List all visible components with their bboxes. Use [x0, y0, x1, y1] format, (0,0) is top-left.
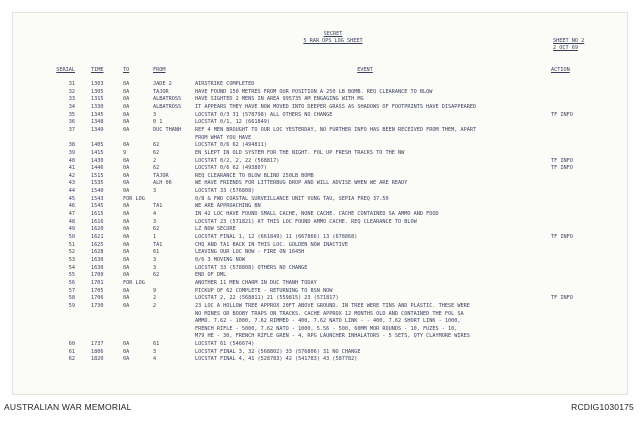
log-cell-from: TA1 [153, 241, 163, 248]
log-cell-to: 0A [123, 157, 130, 164]
log-cell-time: 1630 [91, 256, 104, 263]
column-header-row [13, 67, 629, 73]
log-row [13, 81, 629, 87]
log-cell-from: 62 [153, 165, 160, 172]
log-row [13, 119, 629, 125]
log-row [13, 104, 629, 110]
sheet-title: 5 RAR OPS LOG SHEET [303, 38, 363, 44]
log-cell-time: 1616 [91, 218, 104, 225]
log-cell-event: WE HAVE FRIENDS FOR LITTERBUG DROP AND WILL ADVISE WHEN WE ARE READY [195, 180, 408, 187]
log-row [13, 112, 629, 118]
log-row [13, 326, 629, 332]
column-header-serial: SERIAL [56, 67, 75, 73]
log-cell-serial: 34 [68, 103, 75, 110]
log-cell-event: LOCSTAT 0/2, 2, 22 (568817) [195, 157, 280, 164]
log-cell-event: HAVE SIGHTED 2 MENS IN AREA 995735 AM ENGAGING WITH MG [195, 96, 364, 103]
log-cell-event: FRENCH RIFLE - 5000, 7.62 NATO - 1000, 5.56 - 500, 60MM MOR ROUNDS - 10, FUZES - 10, [195, 325, 458, 332]
log-cell-to: 0A [123, 302, 130, 309]
log-row [13, 303, 629, 309]
log-cell-from: 0 1 [153, 119, 163, 126]
log-cell-event: LOCSTAT 33 (576808) [195, 188, 255, 195]
log-cell-time: 1540 [91, 188, 104, 195]
log-cell-event: FROM WHAT YOU HAVE [195, 134, 252, 141]
log-cell-serial: 43 [68, 180, 75, 187]
log-cell-serial: 55 [68, 272, 75, 279]
log-cell-to: 0A [123, 126, 130, 133]
log-cell-time: 1446 [91, 165, 104, 172]
log-cell-time: 1303 [91, 81, 104, 87]
log-cell-serial: 41 [68, 165, 75, 172]
log-row [13, 234, 629, 240]
log-cell-to: 0A [123, 295, 130, 302]
log-cell-from: 1 [153, 234, 157, 240]
log-row [13, 226, 629, 232]
log-cell-from: ALBATROSS [153, 103, 182, 110]
log-cell-from: 3 [153, 111, 157, 118]
log-cell-event: LOCSTAT 33 (578808) OTHERS NO CHANGE [195, 264, 308, 271]
log-cell-time: 1345 [91, 111, 104, 118]
log-cell-serial: 53 [68, 256, 75, 263]
log-cell-to: 0A [123, 88, 130, 95]
log-cell-to: 0A [123, 287, 130, 294]
log-cell-serial: 32 [68, 88, 75, 95]
log-cell-serial: 50 [68, 234, 75, 240]
log-row [13, 150, 629, 156]
log-cell-to: 0A [123, 203, 130, 210]
log-cell-to: 0A [123, 142, 130, 149]
log-cell-event: 0/6 3 MOVING NOW [195, 256, 245, 263]
log-cell-to: 0A [123, 180, 130, 187]
log-cell-from: 2 [153, 157, 157, 164]
log-row [13, 173, 629, 179]
log-cell-from: ALBATROSS [153, 96, 182, 103]
log-cell-serial: 31 [68, 81, 75, 87]
log-cell-event: IT APPEARS THEY HAVE NOW MOVED INTO DEEPER GRASS AS SHADOWS OF FOOTPRINTS HAVE DISAPPEARED [195, 103, 477, 110]
log-row [13, 295, 629, 301]
log-row [13, 333, 629, 339]
log-sheet [12, 12, 628, 395]
log-cell-from: 4 [153, 211, 157, 218]
log-cell-from: ALH 06 [153, 180, 172, 187]
log-row [13, 280, 629, 286]
log-row [13, 257, 629, 263]
log-cell-serial: 59 [68, 302, 75, 309]
log-cell-event: LOCSTAT FINAL 4, 41 (528783) 42 (541783) 43 (587782) [195, 356, 358, 363]
log-cell-time: 1806 [91, 348, 104, 355]
log-cell-from: TA1 [153, 203, 163, 210]
log-cell-from: 3 [153, 256, 157, 263]
column-header-action: ACTION [551, 67, 570, 73]
log-cell-serial: 44 [68, 188, 75, 195]
log-cell-event: LOCSTAT 0/6 62 (493807) [195, 165, 267, 172]
log-cell-to: 0A [123, 272, 130, 279]
log-cell-to: 9 [123, 149, 127, 156]
log-cell-time: 1630 [91, 264, 104, 271]
log-row [13, 318, 629, 324]
log-cell-time: 1701 [91, 279, 104, 286]
log-cell-event: IN 42 LOC HAVE FOUND SMALL CACHE, NONE CACHE. CACHE CONTAINED SA AMMO AND FOOD [195, 211, 439, 218]
log-row [13, 188, 629, 194]
log-cell-serial: 54 [68, 264, 75, 271]
log-cell-action: TF INFO [551, 165, 573, 172]
log-cell-from: 3 [153, 188, 157, 195]
log-cell-time: 1706 [91, 295, 104, 302]
log-row [13, 196, 629, 202]
log-cell-serial: 47 [68, 211, 75, 218]
log-cell-event: LOCSTAT 2, 22 (568811) 21 (559815) 23 (571817) [195, 295, 339, 302]
log-cell-serial: 35 [68, 111, 75, 118]
log-cell-time: 1535 [91, 180, 104, 187]
log-row [13, 158, 629, 164]
log-cell-time: 1305 [91, 88, 104, 95]
log-cell-serial: 57 [68, 287, 75, 294]
log-cell-event: REF 4 MEN BROUGHT TO OUR LOC YESTERDAY, NO FURTHER INFO HAS BEEN RECEIVED FROM THEM, APART [195, 126, 477, 133]
log-cell-to: 0A [123, 111, 130, 118]
log-cell-to: FOR LOG [123, 279, 145, 286]
log-cell-time: 1545 [91, 203, 104, 210]
log-cell-event: LZ NOW SECURE [195, 226, 236, 233]
log-cell-action: TF INFO [551, 234, 573, 240]
log-cell-to: 0A [123, 264, 130, 271]
log-cell-event: LOCSTAT 0/6 62 (494811) [195, 142, 267, 149]
log-cell-from: 2 [153, 295, 157, 302]
log-cell-action: TF INFO [551, 157, 573, 164]
log-row [13, 96, 629, 102]
log-cell-from: 62 [153, 142, 160, 149]
log-cell-from: JADE 2 [153, 81, 172, 87]
log-cell-event: NO MINES OR BOOBY TRAPS ON TRACKS. CACHE APPROX 12 MONTHS OLD AND CONTAINED THE FOL SA [195, 310, 464, 317]
log-cell-time: 1543 [91, 195, 104, 202]
log-cell-time: 1625 [91, 241, 104, 248]
log-row [13, 311, 629, 317]
log-row [13, 127, 629, 133]
log-cell-to: 0A [123, 103, 130, 110]
log-cell-time: 1349 [91, 126, 104, 133]
log-cell-time: 1705 [91, 287, 104, 294]
log-cell-event: 23 LOC A HOLLOW TREE APPROX 20FT ABOVE GROUND. IN TREE WERE TINS AND PLASTIC. THESE WERE [195, 302, 470, 309]
log-cell-action: TF INFO [551, 111, 573, 118]
log-cell-event: AMMO. 7.62 - 1000, 7.62 RIMMED - 400, 7.62 NATO LINK - - 400, 7.62 SHORT LINK - 1000, [195, 318, 461, 325]
log-cell-from: 9 [153, 287, 157, 294]
log-cell-event: PICKUP OF 62 COMPLETE - RETURNING TO BSN NOW [195, 287, 333, 294]
log-row [13, 249, 629, 255]
log-cell-event: WE ARE APPROACHING BN [195, 203, 261, 210]
log-cell-action: TF INFO [551, 295, 573, 302]
log-cell-serial: 49 [68, 226, 75, 233]
log-cell-serial: 38 [68, 142, 75, 149]
log-cell-to: FOR LOG [123, 195, 145, 202]
log-cell-from: 62 [153, 149, 160, 156]
log-cell-event: LOCSTAT 0/1, 12 (661849) [195, 119, 270, 126]
log-cell-to: 0A [123, 211, 130, 218]
log-cell-serial: 61 [68, 348, 75, 355]
log-cell-time: 1615 [91, 211, 104, 218]
log-cell-serial: 46 [68, 203, 75, 210]
log-cell-from: 62 [153, 226, 160, 233]
log-cell-event: REQ CLEARANCE TO BLOW BLIND 250LB BOMB [195, 172, 314, 179]
log-cell-time: 1737 [91, 341, 104, 348]
log-row [13, 89, 629, 95]
log-cell-event: END OF DML [195, 272, 227, 279]
log-row [13, 142, 629, 148]
log-cell-serial: 51 [68, 241, 75, 248]
log-row [13, 165, 629, 171]
log-cell-event: ANOTHER 11 MEN CHARM IN DUC THANH TODAY [195, 279, 317, 286]
log-cell-time: 1700 [91, 272, 104, 279]
log-cell-from: TAJOR [153, 88, 169, 95]
log-cell-to: 0A [123, 96, 130, 103]
log-cell-to: 0A [123, 249, 130, 256]
log-cell-event: 0/8 & FWD COASTAL SURVEILLANCE UNIT VUNG TAU, SEPIA FREQ 37.50 [195, 195, 389, 202]
log-row [13, 211, 629, 217]
log-cell-serial: 36 [68, 119, 75, 126]
log-cell-time: 1330 [91, 103, 104, 110]
log-cell-event: AIRSTRIKE COMPLETED [195, 81, 255, 87]
log-row [13, 288, 629, 294]
log-cell-serial: 45 [68, 195, 75, 202]
log-row [13, 341, 629, 347]
log-cell-to: 0A [123, 341, 130, 348]
log-cell-time: 1628 [91, 249, 104, 256]
log-cell-event: LOCSTAT 0/3 31 (578798) ALL OTHERS NO CHANGE [195, 111, 333, 118]
log-cell-time: 1820 [91, 356, 104, 363]
log-cell-serial: 42 [68, 172, 75, 179]
log-cell-event: M79 HE - 30, FRENCH RIFLE GREN - 4, RPG LAUNCHER INHALATORS - 5 SETS, QTY CLAYMORE WIRES [195, 333, 470, 340]
log-cell-from: 2 [153, 302, 157, 309]
footer-reference: RCDIG1030175 [571, 402, 634, 412]
sheet-date: 2 OCT 69 [553, 45, 578, 51]
log-cell-from: 61 [153, 341, 160, 348]
log-cell-to: 0A [123, 218, 130, 225]
log-cell-from: TAJOR [153, 172, 169, 179]
log-cell-serial: 40 [68, 157, 75, 164]
log-cell-time: 1730 [91, 302, 104, 309]
log-row [13, 242, 629, 248]
log-cell-from: DUC THANH [153, 126, 182, 133]
log-cell-event: LEAVING OUR LOC NOW - FIRE ON 1645H [195, 249, 305, 256]
log-cell-event: HAVE FOUND 150 METRES FROM OUR POSITION A 250 LB BOMB. REQ CLEARANCE TO BLOW [195, 88, 433, 95]
classification-heading: SECRET [323, 31, 343, 37]
log-cell-serial: 58 [68, 295, 75, 302]
sheet-number: SHEET NO 2 [553, 38, 585, 44]
log-cell-event: LOCSTAT 61 (546674) [195, 341, 255, 348]
log-cell-to: 0A [123, 241, 130, 248]
log-cell-to: 0A [123, 165, 130, 172]
log-cell-from: 3 [153, 348, 157, 355]
column-header-event: EVENT [357, 67, 373, 73]
log-cell-to: 0A [123, 226, 130, 233]
log-cell-to: 0A [123, 356, 130, 363]
column-header-to: TO [123, 67, 130, 73]
log-cell-time: 1415 [91, 149, 104, 156]
log-cell-from: 4 [153, 356, 157, 363]
log-cell-from: 3 [153, 264, 157, 271]
log-cell-serial: 60 [68, 341, 75, 348]
log-row [13, 135, 629, 141]
log-cell-event: LOCSTAT 23 (571821) AT THIS LOC FOUND AMMO CACHE. REQ CLEARANCE TO BLOW [195, 218, 417, 225]
log-row [13, 219, 629, 225]
log-cell-from: 62 [153, 272, 160, 279]
log-cell-from: 61 [153, 249, 160, 256]
log-cell-event: CHQ AND TA1 BACK IN THIS LOC. GOLDEN NOW INACTIVE [195, 241, 349, 248]
log-cell-serial: 62 [68, 356, 75, 363]
log-cell-time: 1348 [91, 119, 104, 126]
log-cell-serial: 48 [68, 218, 75, 225]
log-cell-to: 0A [123, 172, 130, 179]
log-cell-to: 0A [123, 234, 130, 240]
log-cell-to: 0A [123, 256, 130, 263]
log-row [13, 349, 629, 355]
log-cell-time: 1515 [91, 172, 104, 179]
column-header-time: TIME [91, 67, 104, 73]
log-cell-to: 0A [123, 188, 130, 195]
log-row [13, 356, 629, 362]
log-cell-serial: 33 [68, 96, 75, 103]
log-cell-event: LOCSTAT FINAL 1, 12 (661849) 11 (667866) 13 (678868) [195, 234, 358, 240]
log-cell-event: EN SLEPT IN OLD SYSTEM FOR THE NIGHT. FOL UP FRESH TRACKS TO THE NW [195, 149, 405, 156]
log-row [13, 203, 629, 209]
log-cell-serial: 37 [68, 126, 75, 133]
log-cell-to: 0A [123, 348, 130, 355]
log-cell-time: 1620 [91, 226, 104, 233]
log-cell-time: 1405 [91, 142, 104, 149]
log-row [13, 180, 629, 186]
log-row [13, 272, 629, 278]
log-cell-time: 1621 [91, 234, 104, 240]
log-cell-serial: 39 [68, 149, 75, 156]
log-cell-serial: 52 [68, 249, 75, 256]
column-header-from: FROM [153, 67, 166, 73]
log-row [13, 265, 629, 271]
footer-source: AUSTRALIAN WAR MEMORIAL [4, 402, 132, 412]
log-cell-to: 0A [123, 119, 130, 126]
log-cell-time: 1315 [91, 96, 104, 103]
log-cell-serial: 56 [68, 279, 75, 286]
log-cell-event: LOCSTAT FINAL 3, 32 (568802) 33 (576806) 31 NO CHANGE [195, 348, 361, 355]
log-cell-to: 0A [123, 81, 130, 87]
log-cell-time: 1430 [91, 157, 104, 164]
log-cell-from: 3 [153, 218, 157, 225]
